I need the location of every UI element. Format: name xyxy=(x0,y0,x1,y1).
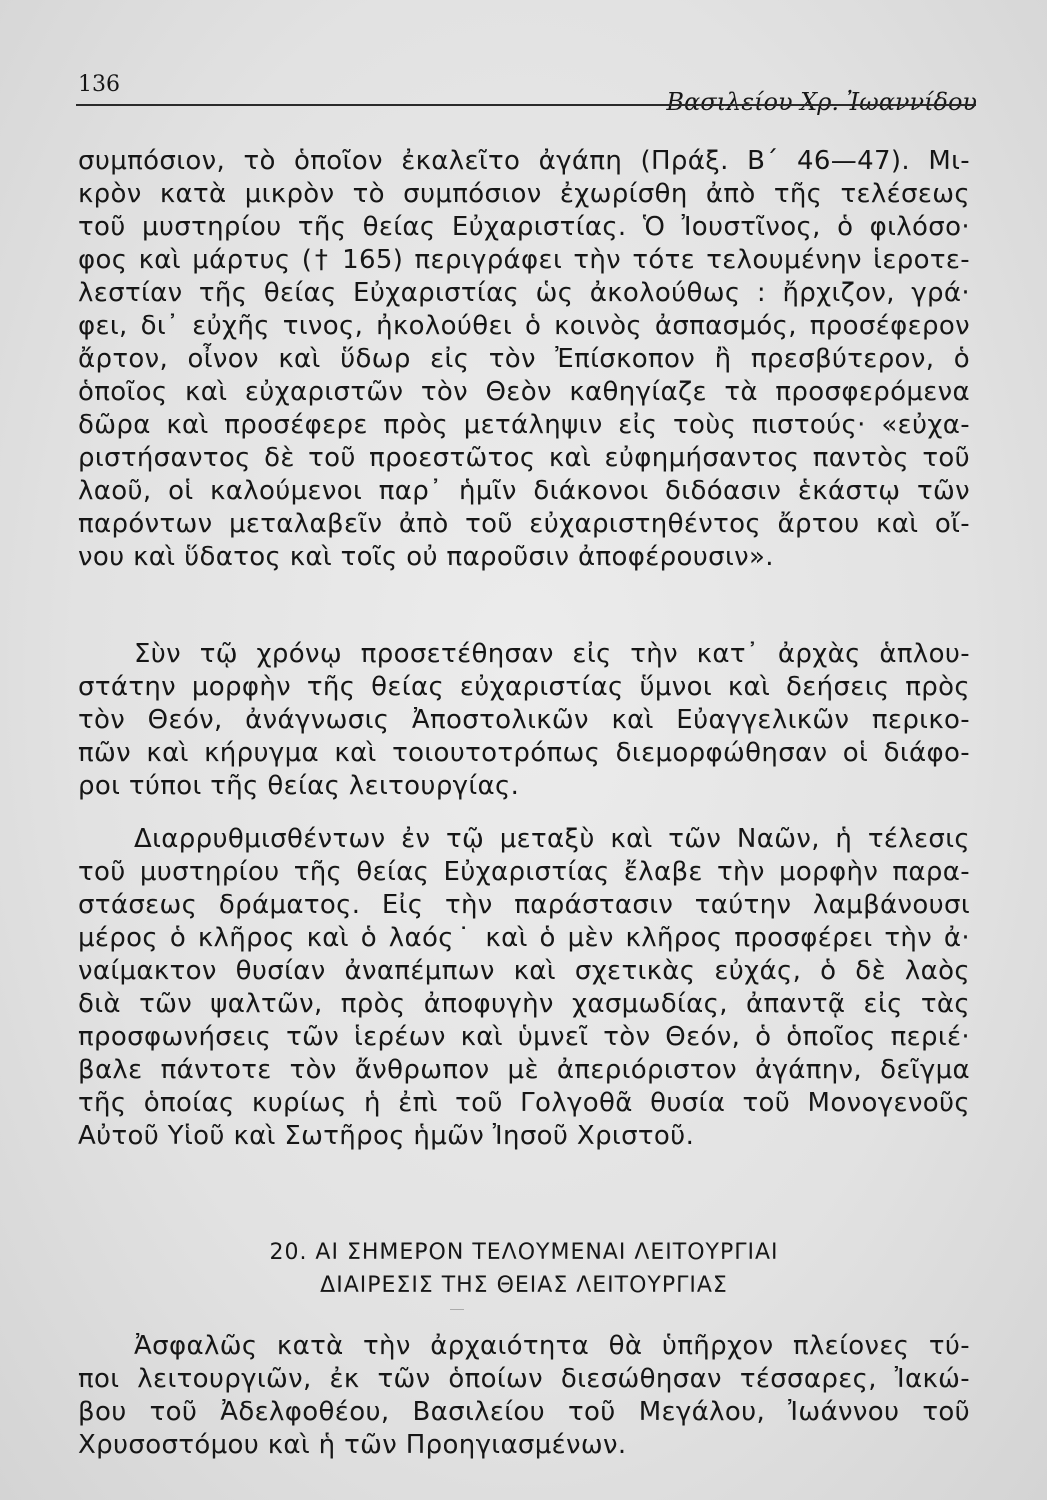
section-paragraph xyxy=(78,1330,970,1462)
text-line: παρόντων μεταλαβεῖν ἀπὸ τοῦ εὐχαριστηθέντος ἄρτου καὶ οἴ- xyxy=(78,509,970,539)
text-line: τῆς ὁποίας κυρίως ἡ ἐπὶ τοῦ Γολγοθᾶ θυσία τοῦ Μονογενοῦς xyxy=(78,1088,970,1118)
text-line: ποι λειτουργιῶν, ἐκ τῶν ὁποίων διεσώθησαν τέσσαρες, Ἰακώ- xyxy=(78,1364,970,1394)
text-line: κρὸν κατὰ μικρὸν τὸ συμπόσιον ἐχωρίσθη ἀπὸ τῆς τελέσεως xyxy=(78,179,970,209)
text-line: πῶν καὶ κήρυγμα καὶ τοιουτοτρόπως διεμορφώθησαν οἱ διάφο- xyxy=(78,738,970,768)
text-line: ναίμακτον θυσίαν ἀναπέμπων καὶ σχετικὰς εὐχάς, ὁ δὲ λαὸς xyxy=(78,956,970,986)
text-line: Χρυσοστόμου καὶ ἡ τῶν Προηγιασμένων. xyxy=(78,1430,627,1460)
page-number: 136 xyxy=(78,72,120,97)
text-line: στάτην μορφὴν τῆς θείας εὐχαριστίας ὕμνοι καὶ δεήσεις πρὸς xyxy=(78,672,970,702)
text-line: τοῦ μυστηρίου τῆς θείας Εὐχαριστίας. Ὁ Ἰουστῖνος, ὁ φιλόσο· xyxy=(78,212,970,242)
paragraph-3 xyxy=(78,823,970,1153)
header-rule xyxy=(76,104,976,106)
paragraph-1 xyxy=(78,145,970,574)
section-heading xyxy=(78,1236,970,1302)
text-line: λεστίαν τῆς θείας Εὐχαριστίας ὡς ἀκολούθως : ἤρχιζον, γρά· xyxy=(78,278,970,308)
text-line: τὸν Θεόν, ἀνάγνωσις Ἀποστολικῶν καὶ Εὐαγγελικῶν περικο- xyxy=(78,705,970,735)
text-line: συμπόσιον, τὸ ὁποῖον ἐκαλεῖτο ἀγάπη (Πράξ. Β΄ 46—47). Μι- xyxy=(78,146,970,176)
text-line: λαοῦ, οἱ καλούμενοι παρ᾿ ἡμῖν διάκονοι διδόασιν ἑκάστῳ τῶν xyxy=(78,476,970,506)
text-line: φος καὶ μάρτυς († 165) περιγράφει τὴν τότε τελουμένην ἱεροτε- xyxy=(78,245,970,275)
text-line: ριστήσαντος δὲ τοῦ προεστῶτος καὶ εὐφημήσαντος παντὸς τοῦ xyxy=(78,443,970,473)
text-line: ὁποῖος καὶ εὐχαριστῶν τὸν Θεὸν καθηγίαζε τὰ προσφερόμενα xyxy=(78,377,970,407)
text-line: μέρος ὁ κλῆρος καὶ ὁ λαός˙ καὶ ὁ μὲν κλῆρος προσφέρει τὴν ἀ· xyxy=(78,923,970,953)
text-line: Σὺν τῷ χρόνῳ προσετέθησαν εἰς τὴν κατ᾿ ἀρχὰς ἁπλου- xyxy=(134,639,970,669)
text-line: νου καὶ ὕδατος καὶ τοῖς οὐ παροῦσιν ἀποφέρουσιν». xyxy=(78,542,774,572)
text-line: στάσεως δράματος. Εἰς τὴν παράστασιν ταύτην λαμβάνουσι xyxy=(78,890,970,920)
text-line: βου τοῦ Ἀδελφοθέου, Βασιλείου τοῦ Μεγάλου, Ἰωάννου τοῦ xyxy=(78,1397,970,1427)
section-title: 20. ΑΙ ΣΗΜΕΡΟΝ ΤΕΛΟΥΜΕΝΑΙ ΛΕΙΤΟΥΡΓΙΑΙ xyxy=(269,1240,779,1265)
section-subtitle: ΔΙΑΙΡΕΣΙΣ ΤΗΣ ΘΕΙΑΣ ΛΕΙΤΟΥΡΓΙΑΣ xyxy=(320,1273,728,1298)
text-line: Διαρρυθμισθέντων ἐν τῷ μεταξὺ καὶ τῶν Ναῶν, ἡ τέλεσις xyxy=(134,824,970,854)
text-line: διὰ τῶν ψαλτῶν, πρὸς ἀποφυγὴν χασμωδίας, ἀπαντᾷ εἰς τὰς xyxy=(78,989,970,1019)
text-line: προσφωνήσεις τῶν ἱερέων καὶ ὑμνεῖ τὸν Θεόν, ὁ ὁποῖος περιέ· xyxy=(78,1022,970,1052)
text-line: δῶρα καὶ προσέφερε πρὸς μετάληψιν εἰς τοὺς πιστούς· «εὐχα- xyxy=(78,410,970,440)
text-line: Αὐτοῦ Υἱοῦ καὶ Σωτῆρος ἡμῶν Ἰησοῦ Χριστοῦ. xyxy=(78,1121,695,1151)
text-line: Ἀσφαλῶς κατὰ τὴν ἀρχαιότητα θὰ ὑπῆρχον πλείονες τύ- xyxy=(134,1331,970,1361)
text-line: βαλε πάντοτε τὸν ἄνθρωπον μὲ ἀπεριόριστον ἀγάπην, δεῖγμα xyxy=(78,1055,970,1085)
text-line: τοῦ μυστηρίου τῆς θείας Εὐχαριστίας ἔλαβε τὴν μορφὴν παρα- xyxy=(78,857,970,887)
text-line: ροι τύποι τῆς θείας λειτουργίας. xyxy=(78,771,520,801)
running-title: Βασιλείου Χρ. Ἰωαννίδου xyxy=(666,88,977,116)
text-line: φει, δι᾿ εὐχῆς τινος, ἠκολούθει ὁ κοινὸς ἀσπασμός, προσέφερον xyxy=(78,311,970,341)
text-line: ἄρτον, οἶνον καὶ ὕδωρ εἰς τὸν Ἐπίσκοπον ἢ πρεσβύτερον, ὁ xyxy=(78,344,970,374)
separator-mark xyxy=(450,1309,464,1310)
paragraph-2 xyxy=(78,638,970,803)
